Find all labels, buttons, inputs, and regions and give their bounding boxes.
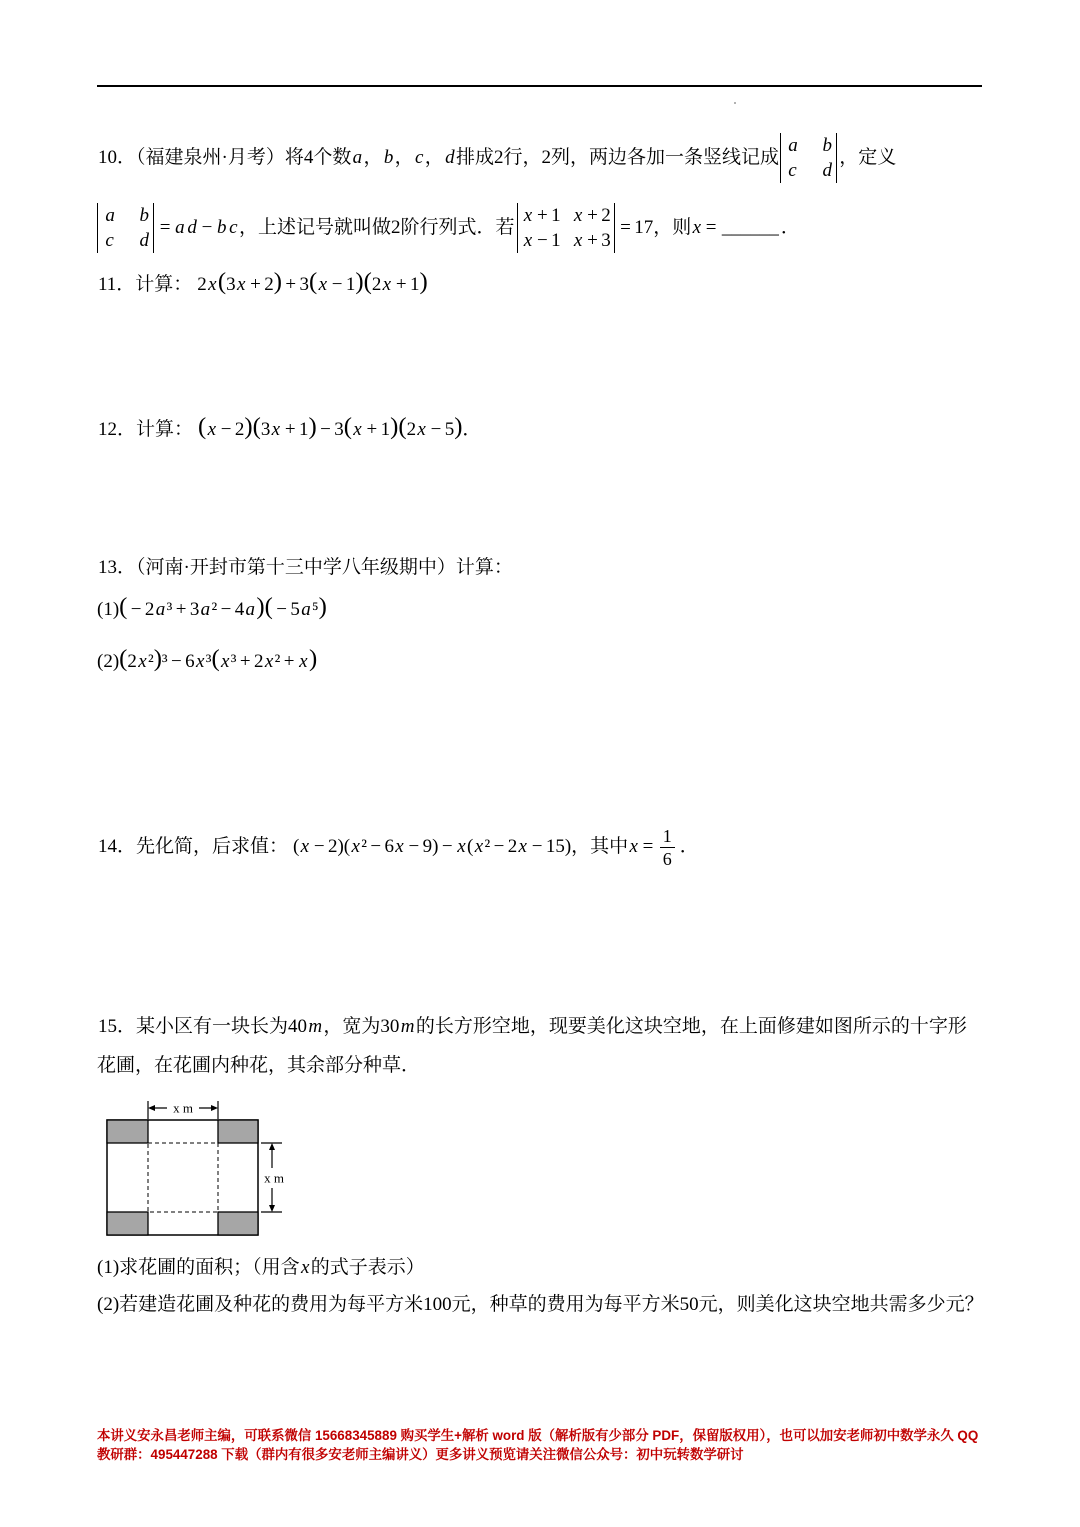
arrowhead-right-icon [211,1105,218,1111]
fraction-numerator: 1 [660,825,675,848]
q11-label: 11．计算： [98,274,193,295]
height-label: x m [264,1170,284,1186]
q10-line1 [98,130,896,186]
answer-blank: ______ [721,217,779,238]
q15-part-1 [97,1254,425,1282]
q15-text-line2: 花圃，在花圃内种花，其余部分种草． [97,1055,421,1076]
q14-variable: x = [629,836,654,857]
q10-period: ． [780,217,800,238]
det-cell: b [139,205,149,226]
det-cell: x + 2 [573,205,611,226]
width-label: x m [173,1100,193,1116]
center-dashed-square [148,1143,218,1212]
q15-line2 [97,1052,420,1080]
det-cell: x + 3 [573,230,611,251]
det-cell: c [788,160,797,181]
det-cell: x − 1 [523,230,561,251]
q14-fraction [660,825,675,870]
det-cell: a [105,205,115,226]
q14-expression: (x − 2)(x² − 6x − 9) − x(x² − 2x − 15) [293,836,572,857]
det-cell: d [139,230,149,251]
grass-corner-bottom-right [218,1212,258,1235]
q15-part-2 [97,1291,984,1319]
q14-label: 14．先化简，后求值： [98,836,289,857]
q10-line2 [97,200,800,256]
q14-line [98,822,699,872]
q11-line [98,269,428,301]
q15-part-1-text: (1)求花圃的面积；（用含x的式子表示） [97,1257,425,1278]
q13-part-1-label: (1) [97,599,120,620]
q10-definition-text: = a d − b c，上述记号就叫做2阶行列式．若 [159,217,515,238]
determinant-notation [780,133,837,183]
q13-part-2 [97,646,317,678]
det-cell: d [822,160,832,181]
q12-label: 12．计算： [98,419,194,440]
footer-line-1: 本讲义安永昌老师主编，可联系微信 15668345889 购买学生+解析 word 版（解析版有少部分 PDF，保留版权用），也可以加安老师初中数学永久 QQ [97,1428,979,1443]
arrowhead-left-icon [148,1105,155,1111]
footer-notice [97,1426,997,1464]
det-cell: b [822,135,832,156]
det-cell: x + 1 [523,205,561,226]
q13-part-1-expression: ( − 2a³ + 3a² − 4a)( − 5a⁵) [119,593,327,621]
q11-expression: 2x(3x + 2) + 3(x − 1)(2x + 1) [197,268,428,296]
q14-period: ． [679,836,699,857]
q13-part-1 [97,594,327,626]
determinant-definition [97,203,154,253]
q13-title [98,554,513,582]
arrowhead-up-icon [269,1143,275,1150]
q13-part-2-label: (2) [97,651,120,672]
footer-line-2: 教研群：495447288 下载（群内有很多安老师主编讲义）更多讲义预览请关注微信公众号：初中玩转数学研讨 [97,1447,744,1462]
q10-line1-end: ，定义 [839,147,897,168]
det-cell: c [105,230,114,251]
q12-expression: (x − 2)(3x + 1) − 3(x + 1)(2x − 5) [198,413,463,441]
q15-line1 [98,1013,967,1041]
q10-equation-end: = 17，则x = [620,217,717,238]
q13-part-2-expression: (2x²)³ − 6x³(x³ + 2x² + x) [119,645,318,673]
q15-part-2-text: (2)若建造花圃及种花的费用为每平方米100元，种草的费用为每平方米50元，则美化这块空地共需多少元？ [97,1294,984,1315]
header-rule [97,85,982,87]
det-cell: a [788,135,798,156]
q15-text-line1: 15．某小区有一块长为40m，宽为30m的长方形空地，现要美化这块空地，在上面修建如图所示的十字形 [98,1016,967,1037]
grass-corner-top-right [218,1120,258,1143]
q13-title-text: 13．（河南·开封市第十三中学八年级期中）计算： [98,557,513,578]
arrowhead-down-icon [269,1205,275,1212]
flowerbed-figure [100,1095,300,1245]
q14-condition: ，其中 [571,836,629,857]
q10-intro-text: 10．（福建泉州·月考）将4个数a，b，c，d排成2行，2列，两边各加一条竖线记成 [98,147,779,168]
q12-line [98,414,481,446]
determinant-equation [517,203,614,253]
q12-period: ． [462,419,482,440]
grass-corner-bottom-left [107,1212,148,1235]
fraction-denominator: 6 [662,848,672,869]
stray-mark [734,102,736,104]
grass-corner-top-left [107,1120,148,1143]
